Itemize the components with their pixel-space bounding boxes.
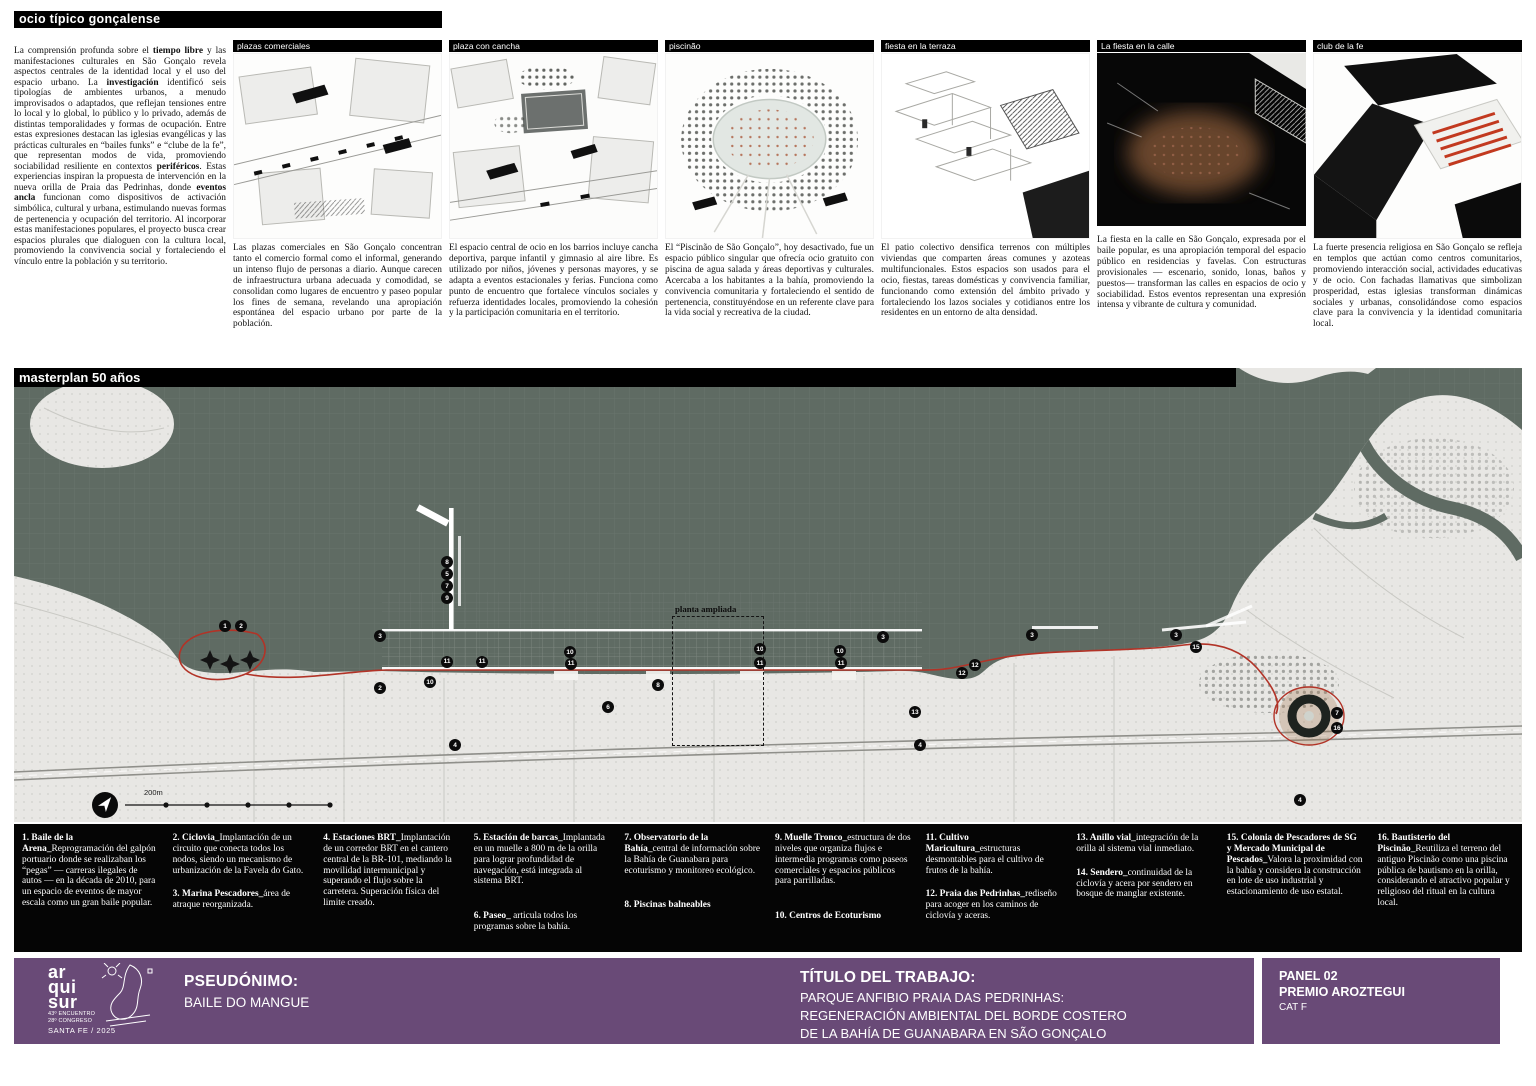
map-marker-11: 11: [476, 656, 488, 668]
map-marker-6: 6: [602, 701, 614, 713]
typology-card-fiesta-calle: [1097, 40, 1306, 330]
footer-panel-block: [1262, 958, 1500, 1044]
map-marker-3: 3: [374, 630, 386, 642]
legend-column: [1377, 833, 1514, 948]
work-title-label: TÍTULO DEL TRABAJO:: [800, 969, 976, 986]
legend-column: [775, 833, 912, 948]
card-illustration: [1097, 53, 1306, 226]
work-title-block: [800, 969, 1127, 1041]
map-marker-5: 5: [441, 568, 453, 580]
scale-label: 200m: [144, 788, 163, 797]
card-label: club de la fe: [1313, 40, 1522, 52]
map-marker-10: 10: [424, 676, 436, 688]
logo-encuentro: 43º ENCUENTRO: [48, 1011, 96, 1018]
card-caption: La fuerte presencia religiosa en São Gonçalo se refleja en templos que actúan como centros comunitarios, promoviendo interacción social, actividades educativas y de ocio. Con fachadas llamativas que simbolizan prosperidad, estas iglesias transforman dinámicas sociales y urbanas, consolidándose como espacios clave para la convivencia y la identidad comunitaria local.: [1313, 243, 1522, 330]
map-marker-11: 11: [565, 658, 577, 670]
panel-premio: PREMIO AROZTEGUI: [1279, 985, 1405, 999]
card-label: fiesta en la terraza: [881, 40, 1090, 52]
panel-category: CAT F: [1279, 1002, 1307, 1013]
footer: [14, 958, 1522, 1044]
planta-ampliada-label: planta ampliada: [675, 604, 737, 614]
legend-column: [474, 833, 611, 948]
typology-card-plazas-comerciales: [233, 40, 442, 330]
legend-item: 3. Marina Pescadores_área de atraque reorganizada.: [172, 889, 291, 911]
map-marker-2: 2: [235, 620, 247, 632]
map-marker-15: 15: [1190, 641, 1202, 653]
map-marker-4: 4: [1294, 794, 1306, 806]
legend-column: [1227, 833, 1364, 948]
logo-word-sur: sur: [48, 992, 78, 1013]
card-label: piscinão: [665, 40, 874, 52]
map-marker-4: 4: [914, 739, 926, 751]
legend-item: 10. Centros de Ecoturismo: [775, 911, 882, 922]
legend-item: 1. Baile de la Arena_Reprogramación del galpón portuario donde se realizaban los “pegas” — carreras ilegales de autos — en la década de 2010, para un espacio de eventos de mayor escala como un gran baile popular.: [22, 833, 156, 909]
map-marker-8: 8: [652, 679, 664, 691]
panel-number: PANEL 02: [1279, 969, 1338, 983]
card-illustration: [665, 53, 874, 239]
typologies-row: [14, 40, 1522, 330]
legend-column: [926, 833, 1063, 948]
map-marker-2: 2: [374, 682, 386, 694]
map-marker-7: 7: [1331, 707, 1343, 719]
footer-main-block: [14, 958, 1254, 1044]
work-title-line: REGENERACIÓN AMBIENTAL DEL BORDE COSTERO: [800, 1008, 1127, 1023]
pseudonym-block: [184, 973, 309, 1010]
section-title-masterplan: masterplan 50 años: [14, 368, 1236, 387]
map-marker-13: 13: [909, 706, 921, 718]
card-illustration: [881, 53, 1090, 239]
map-marker-7: 7: [441, 580, 453, 592]
map-marker-12: 12: [956, 667, 968, 679]
intro-paragraph: La comprensión profunda sobre el tiempo libre y las manifestaciones culturales en São Gonçalo revela aspectos centrales de la identidad local y el uso del espacio urbano. La investigación identificó seis tipologías de ambientes urbanos, a menudo improvisados o adaptados, que reflejan tensiones entre lo local y lo global, lo público y lo privado, además de distintas temporalidades y formas de ocupación. Entre estas expresiones destacan las iglesias evangélicas y las prácticas culturales en “bailes funks” e “clube de la fe”, que representan modos de vida, promoviendo sociabilidad resiliente en contextos periféricos. Estas experiencias inspiran la propuesta de intervención en la nueva orilla de Praia das Pedrinhas, donde eventos ancla funcionan como dispositivos de activación simbólica, cultural y urbana, estimulando nuevas formas de pertenencia y ocupación del territorio. Al incorporar estas manifestaciones populares, el proyecto busca crear espacios plurales que dialoguen con la cultura local, promoviendo la convivencia social y fortaleciendo el vínculo entre la población y su territorio.: [14, 46, 226, 267]
legend-item: 4. Estaciones BRT_Implantación de un corredor BRT en el cantero central de la BR-101, mediando la movilidad intermunicipal y superando el flujo sobre la carretera. Superación física del limite creado.: [323, 833, 452, 909]
legend-column: [323, 833, 460, 948]
legend-column: [624, 833, 761, 948]
section-title-ocio: ocio típico gonçalense: [14, 11, 442, 28]
work-title-line: PARQUE ANFIBIO PRAIA DAS PEDRINHAS:: [800, 990, 1065, 1005]
logo-word-ar: ar: [48, 962, 67, 982]
legend-item: 6. Paseo_ articula todos los programas sobre la bahía.: [473, 911, 578, 933]
legend: [14, 824, 1522, 952]
card-label: La fiesta en la calle: [1097, 40, 1306, 52]
legend-item: 12. Praia das Pedrinhas_rediseño para acoger en los caminos de ciclovía y aceras.: [925, 889, 1057, 922]
map-marker-11: 11: [754, 657, 766, 669]
map-marker-11: 11: [441, 656, 453, 668]
legend-column: [22, 833, 159, 948]
pseudonym-value: BAILE DO MANGUE: [184, 995, 310, 1010]
planta-ampliada-box: [672, 604, 764, 746]
legend-item: 5. Estación de barcas_Implantada en un muelle a 800 m de la orilla para lograr profundidad de navegación, está integrada al sistema BRT.: [473, 833, 605, 887]
map-marker-10: 10: [834, 645, 846, 657]
legend-column: [173, 833, 310, 948]
map-marker-3: 3: [877, 631, 889, 643]
map-marker-11: 11: [835, 657, 847, 669]
legend-item: 9. Muelle Tronco_estructura de dos niveles que organiza flujos e intermedia programas como paseos comerciales y espacios públicos para parrilladas.: [775, 833, 911, 887]
map-marker-10: 10: [754, 643, 766, 655]
card-label: plaza con cancha: [449, 40, 658, 52]
map-marker-3: 3: [1026, 629, 1038, 641]
map-marker-9: 9: [441, 592, 453, 604]
card-caption: La fiesta en la calle en São Gonçalo, expresada por el baile popular, es una apropiación temporal del espacio público en residencias y favelas. Con estructuras provisionales — escenario, sonido, lonas, baños y puestos— transforman las calles en espacios de ocio y sociabilidad. Estos eventos representan una expresión intensa y vibrante de cultura y comunidad.: [1097, 235, 1306, 311]
legend-item: 13. Anillo vial_integración de la orilla al sistema vial inmediato.: [1076, 833, 1199, 854]
typology-card-plaza-con-cancha: [449, 40, 658, 330]
card-caption: El “Piscinão de São Gonçalo”, hoy desactivado, fue un espacio público singular que ofrecía ocio gratuito con piscina de agua salada y áreas deportivas y culturales. Acercaba a los habitantes a la bahía, promoviendo la convivencia comunitaria y fortaleciendo el sentido de pertenencia, constituyéndose en un referente clave para la vida social y recreativa de la ciudad.: [665, 243, 874, 319]
logo-word-qui: qui: [48, 977, 77, 998]
typology-card-fiesta-terraza: [881, 40, 1090, 330]
legend-item: 14. Sendero_continuidad de la ciclovía y acera por sendero en bosque de manglar existente.: [1076, 867, 1193, 900]
map-marker-8: 8: [441, 556, 453, 568]
legend-item: 11. Cultivo Maricultura_estructuras desmontables para el cultivo de frutos de la bahía.: [925, 833, 1044, 876]
masterplan-artwork: [14, 368, 1522, 822]
map-marker-12: 12: [969, 659, 981, 671]
typology-card-piscinao: [665, 40, 874, 330]
logo-congreso: 28º CONGRESO: [48, 1017, 93, 1024]
masterplan-map: [14, 368, 1522, 822]
card-caption: El espacio central de ocio en los barrios incluye cancha deportiva, parque infantil y gimnasio al aire libre. Es utilizado por niños, jóvenes y personas mayores, y se adapta a eventos estacionales y ferias. Funciona como punto de encuentro que fortalece vínculos sociales y refuerza identidades locales, promoviendo la cohesión y la participación comunitaria en el territorio.: [449, 243, 658, 319]
card-illustration: [1313, 53, 1522, 239]
card-caption: El patio colectivo densifica terrenos con múltiples viviendas que comparten áreas comunes y azoteas multifuncionales. Estos espacios son usados para el ocio, fiestas, tareas domésticas y convivencia familiar, funcionando como extensión del ámbito privado y fortaleciendo los lazos sociales y cotidianos entre los residentes en un entorno de alta densidad.: [881, 243, 1090, 319]
map-marker-3: 3: [1170, 629, 1182, 641]
card-illustration: [233, 53, 442, 239]
legend-item: 8. Piscinas balneables: [624, 900, 711, 911]
typology-card-club-de-la-fe: [1313, 40, 1522, 330]
card-caption: Las plazas comerciales en São Gonçalo concentran tanto el comercio formal como el informal, generando un intenso flujo de personas a diario. Aunque carecen de infraestructura urbana adecuada y comodidad, se consolidan como lugares de encuentro y paseo popular los fines de semana, revelando una apropiación espontánea del espacio urbano por parte de la población.: [233, 243, 442, 330]
pseudonym-label: PSEUDÓNIMO:: [184, 973, 299, 990]
legend-item: 2. Ciclovia_Implantación de un circuito que conecta todos los nodos, siendo un mecanismo de urbanización de la Favela do Gato.: [172, 833, 304, 876]
map-marker-4: 4: [449, 739, 461, 751]
legend-item: 15. Colonia de Pescadores de SG y Mercado Municipal de Pescados_Valora la proximidad con la bahía y considera la construcción en lote de uso industrial y estacionamiento de uso estatal.: [1226, 833, 1363, 898]
work-title-line: DE LA BAHÍA DE GUANABARA EN SÃO GONÇALO: [800, 1026, 1107, 1041]
logo-place: SANTA FE / 2025: [48, 1025, 116, 1035]
legend-column: [1076, 833, 1213, 948]
arquisur-logo: [48, 962, 178, 1039]
map-marker-1: 1: [219, 620, 231, 632]
card-label: plazas comerciales: [233, 40, 442, 52]
legend-item: 7. Observatorio de la Bahía_central de información sobre la Bahía de Guanabara para ecoturismo y monitoreo ecológico.: [624, 833, 761, 876]
map-marker-16: 16: [1331, 722, 1343, 734]
legend-item: 16. Bautisterio del Piscinão_Reutiliza el terreno del antiguo Piscinão como una piscina pública de bautismo en la orilla, considerando el atractivo popular y religioso del ritual en la cultura local.: [1377, 833, 1510, 909]
map-marker-10: 10: [564, 646, 576, 658]
map-doodle-icon: [100, 963, 158, 1029]
card-illustration: [449, 53, 658, 239]
